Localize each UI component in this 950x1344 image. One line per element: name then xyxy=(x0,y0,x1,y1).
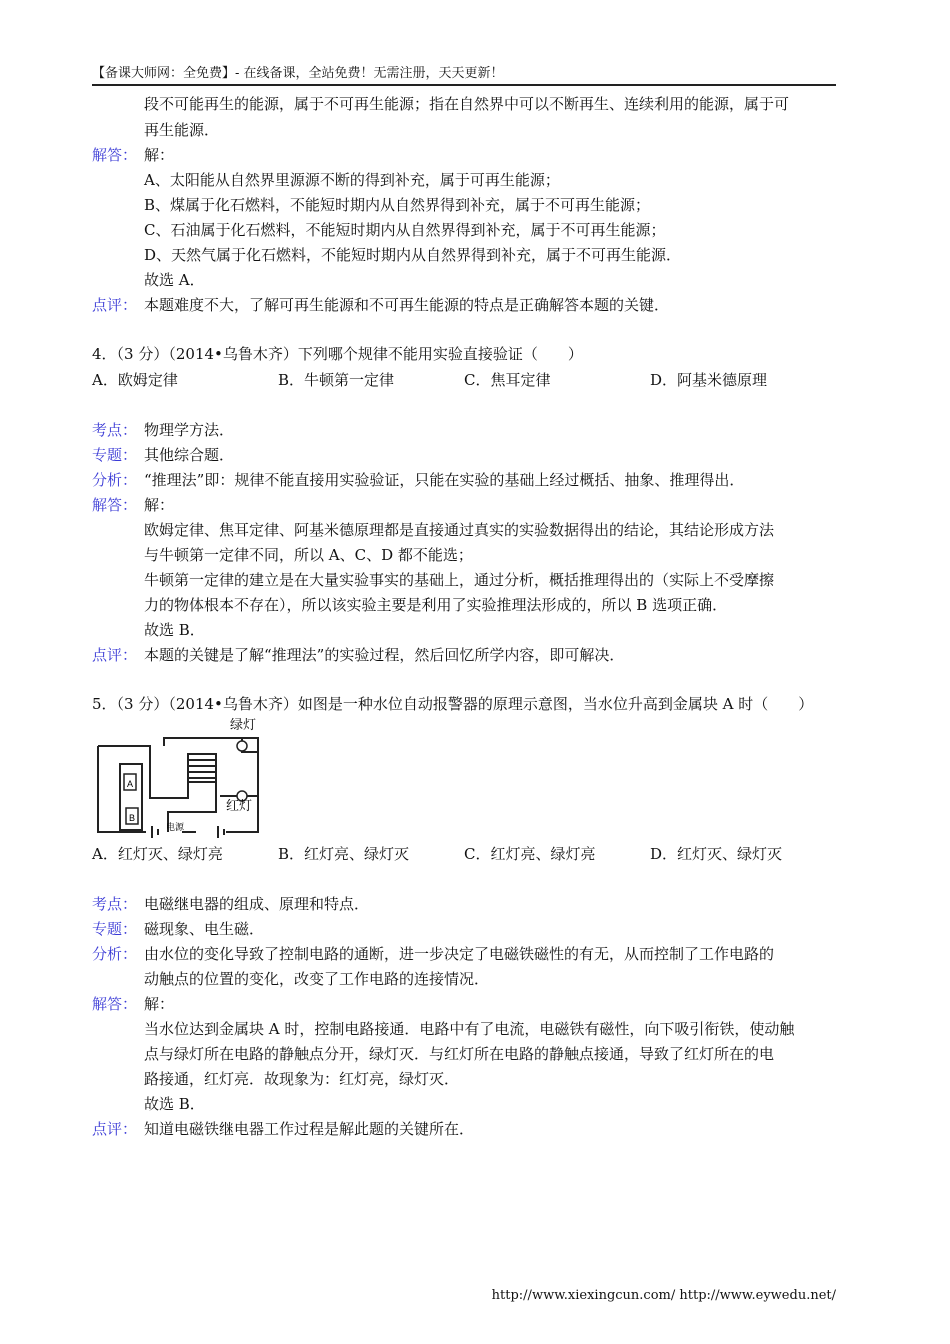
comment-label: 点评： xyxy=(92,1120,138,1138)
q5-option-c: C．红灯亮、绿灯亮 xyxy=(464,845,596,863)
kaodian-text: 电磁继电器的组成、原理和特点． xyxy=(144,895,370,913)
zhuanti-text: 其他综合题． xyxy=(144,446,235,464)
question-5-stem: 5．（3 分）（2014•乌鲁木齐）如图是一种水位自动报警器的原理示意图，当水位升高到金属块 A 时（ ） xyxy=(92,695,814,713)
kaodian-label: 考点： xyxy=(92,895,138,913)
page-header: 【备课大师网：全免费】- 在线备课，全站免费！无需注册，天天更新！ xyxy=(92,62,836,86)
fenxi-label: 分析： xyxy=(92,471,138,489)
power-source-label: 电源 xyxy=(166,823,185,833)
q4-option-c: C．焦耳定律 xyxy=(464,371,551,389)
kaodian-text: 物理学方法． xyxy=(144,421,235,439)
kaodian-label: 考点： xyxy=(92,421,138,439)
answer-text: 点与绿灯所在电路的静触点分开，绿灯灭．与红灯所在电路的静触点接通，导致了红灯所在的电 xyxy=(144,1045,775,1063)
q5-option-b: B．红灯亮、绿灯灭 xyxy=(278,845,410,863)
fenxi-text: “推理法”即：规律不能直接用实验验证，只能在实验的基础上经过概括、抽象、推理得出． xyxy=(144,471,745,489)
answer-text: 解： xyxy=(144,146,175,164)
analysis-continuation: 再生能源． xyxy=(144,121,220,139)
analysis-continuation: 段不可能再生的能源，属于不可再生能源；指在自然界中可以不断再生、连续利用的能源，属于可 xyxy=(144,95,790,113)
answer-text: 与牛顿第一定律不同，所以 A、C、D 都不能选； xyxy=(144,546,473,564)
footer-urls: http://www.xiexingcun.com/ http://www.eywedu.net/ xyxy=(491,1288,836,1303)
zhuanti-label: 专题： xyxy=(92,446,138,464)
q4-option-b: B．牛顿第一定律 xyxy=(278,371,395,389)
q5-option-a: A．红灯灭、绿灯亮 xyxy=(92,845,223,863)
question-4-stem: 4．（3 分）（2014•乌鲁木齐）下列哪个规律不能用实验直接验证（ ） xyxy=(92,345,583,363)
comment-label: 点评： xyxy=(92,646,138,664)
circuit-wire xyxy=(98,746,146,832)
answer-label: 解答： xyxy=(92,995,138,1013)
answer-text: 解： xyxy=(144,496,175,514)
comment-text: 本题的关键是了解“推理法”的实验过程，然后回忆所学内容，即可解决． xyxy=(144,646,625,664)
answer-text: D、天然气属于化石燃料，不能短时期内从自然界得到补充，属于不可再生能源． xyxy=(144,246,682,264)
fenxi-label: 分析： xyxy=(92,945,138,963)
answer-text: B、煤属于化石燃料，不能短时期内从自然界得到补充，属于不可再生能源； xyxy=(144,196,651,214)
answer-label: 解答： xyxy=(92,496,138,514)
answer-text: 路接通，红灯亮．故现象为：红灯亮，绿灯灭． xyxy=(144,1070,460,1088)
green-lamp-icon xyxy=(237,741,247,751)
comment-text: 知道电磁铁继电器工作过程是解此题的关键所在． xyxy=(144,1120,475,1138)
comment-text: 本题难度不大，了解可再生能源和不可再生能源的特点是正确解答本题的关键． xyxy=(144,296,670,314)
answer-choice: 故选 A． xyxy=(144,271,205,289)
answer-label: 解答： xyxy=(92,146,138,164)
zhuanti-label: 专题： xyxy=(92,920,138,938)
zhuanti-text: 磁现象、电生磁． xyxy=(144,920,265,938)
answer-text: 解： xyxy=(144,995,175,1013)
fenxi-text: 动触点的位置的变化，改变了工作电路的连接情况． xyxy=(144,970,490,988)
answer-text: 当水位达到金属块 A 时，控制电路接通．电路中有了电流，电磁铁有磁性，向下吸引衔铁，使动触 xyxy=(144,1020,795,1038)
water-level-alarm-figure xyxy=(92,716,262,838)
armature xyxy=(164,738,242,746)
block-b-label: B xyxy=(128,813,136,823)
answer-text: C、石油属于化石燃料，不能短时期内从自然界得到补充，属于不可再生能源； xyxy=(144,221,666,239)
answer-text: A、太阳能从自然界里源源不断的得到补充，属于可再生能源； xyxy=(144,171,560,189)
q5-option-d: D．红灯灭、绿灯灭 xyxy=(650,845,783,863)
answer-text: 牛顿第一定律的建立是在大量实验事实的基础上，通过分析，概括推理得出的（实际上不受摩擦 xyxy=(144,571,775,589)
q4-option-a: A．欧姆定律 xyxy=(92,371,178,389)
red-lamp-label: 红灯 xyxy=(226,799,253,814)
comment-label: 点评： xyxy=(92,296,138,314)
block-a-label: A xyxy=(126,779,134,789)
q4-option-d: D．阿基米德原理 xyxy=(650,371,768,389)
green-lamp-label: 绿灯 xyxy=(230,718,257,733)
answer-choice: 故选 B． xyxy=(144,621,205,639)
answer-choice: 故选 B． xyxy=(144,1095,205,1113)
answer-text: 欧姆定律、焦耳定律、阿基米德原理都是直接通过真实的实验数据得出的结论，其结论形成方法 xyxy=(144,521,775,539)
fenxi-text: 由水位的变化导致了控制电路的通断，进一步决定了电磁铁磁性的有无，从而控制了工作电路的 xyxy=(144,945,775,963)
answer-text: 力的物体根本不存在），所以该实验主要是利用了实验推理法形成的，所以 B 选项正确． xyxy=(144,596,728,614)
